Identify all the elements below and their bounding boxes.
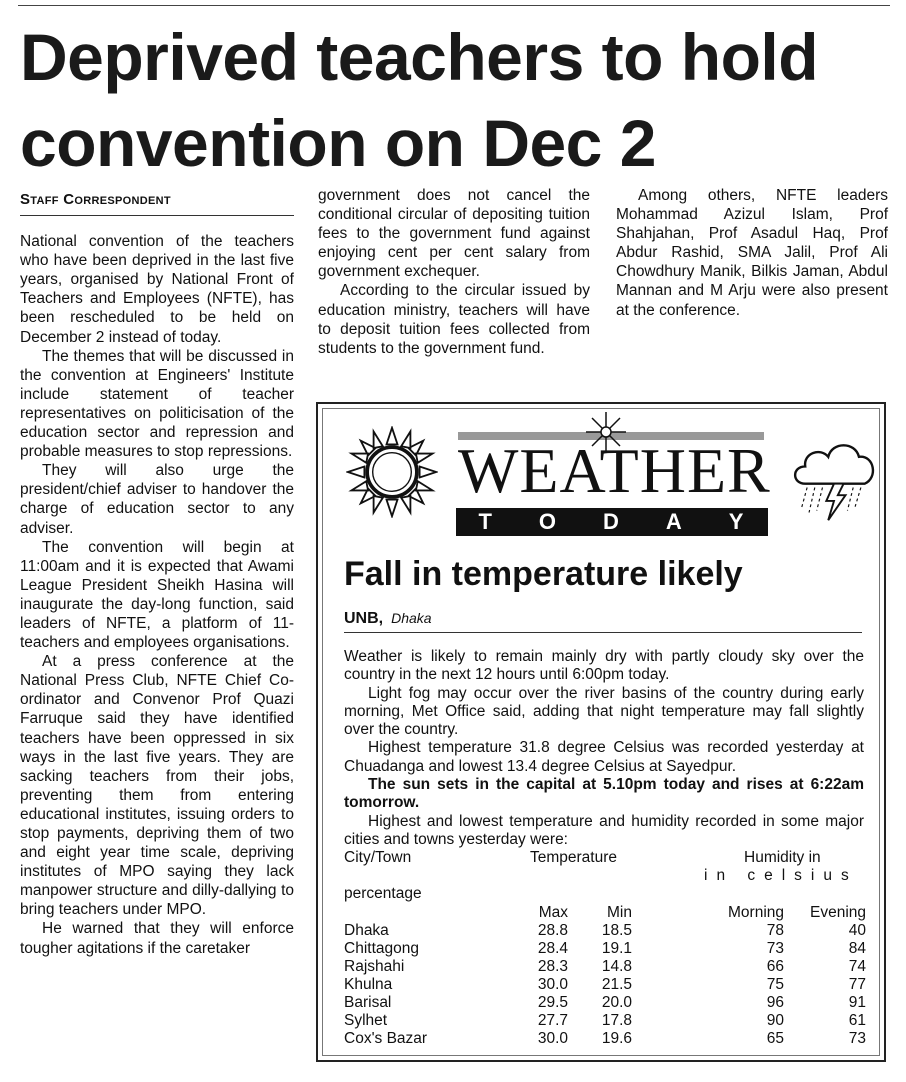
cell-max: 28.3 [537,958,568,975]
cell-evening: 91 [848,994,866,1011]
header-evening: Evening [809,904,866,921]
header-min: Min [607,904,632,921]
weather-paragraph: Light fog may occur over the river basins of the country during early morning, Met Office said, adding that night temperature may fall slightly over the country. [344,684,864,739]
cell-city: Rajshahi [344,958,405,975]
headline [20,14,906,186]
header-celsius: in celsius [704,867,858,884]
article-column-3 [616,186,888,320]
cell-max: 29.5 [537,994,568,1011]
today-letter: D [603,509,621,534]
cell-morning: 73 [766,940,784,957]
cell-max: 30.0 [537,976,568,993]
top-rule [18,5,890,6]
cell-evening: 77 [848,976,866,993]
header-humidity: Humidity in [744,849,821,866]
cell-evening: 74 [848,958,866,975]
cell-evening: 73 [848,1030,866,1047]
weather-byline [344,610,862,633]
cell-morning: 66 [766,958,784,975]
header-city: City/Town [344,849,412,866]
table-row [344,976,864,994]
cell-min: 20.0 [601,994,632,1011]
weather-title: Fall in temperature likely [344,555,743,593]
weather-logo-today [456,508,768,536]
cell-city: Khulna [344,976,393,993]
cell-morning: 75 [766,976,784,993]
storm-cloud-icon [786,426,882,526]
cell-evening: 61 [848,1012,866,1029]
header-percentage: percentage [344,885,422,902]
today-letter: T [478,509,494,534]
cell-max: 28.4 [537,940,568,957]
headline-line-1: Deprived teachers to hold [20,20,819,94]
paragraph: The themes that will be discussed in the convention at Engineers' Institute include statement of teacher representatives on politicisation of the education sector and repression and probable measures to stop repressions. [20,347,294,461]
table-row [344,1030,864,1048]
table-row [344,922,864,940]
cell-evening: 40 [848,922,866,939]
header-max: Max [538,904,568,921]
dateline: Dhaka [391,610,432,626]
cell-max: 28.8 [537,922,568,939]
cell-min: 19.1 [601,940,632,957]
weather-paragraph-bold: The sun sets in the capital at 5.10pm today and rises at 6:22am tomorrow. [344,776,864,812]
paragraph: The convention will begin at 11:00am and it is expected that Awami League President Sheikh Hasina will inaugurate the day-long function, said leaders of NFTE, a platform of 11-teachers and employees organisations. [20,538,294,652]
cell-evening: 84 [848,940,866,957]
paragraph: According to the circular issued by education ministry, teachers will have to deposit tuition fees collected from students to the government fund. [318,282,590,357]
byline: Staff Correspondent [20,190,294,216]
cell-city: Chittagong [344,940,419,957]
weather-paragraph: Highest temperature 31.8 degree Celsius was recorded yesterday at Chuadanga and lowest 13.4 degree Celsius at Sayedpur. [344,739,864,775]
weather-body [344,648,864,849]
weather-logo-word: WEATHER [458,435,771,506]
cell-morning: 65 [766,1030,784,1047]
header-temperature: Temperature [530,849,618,866]
paragraph: He warned that they will enforce tougher agitations if the caretaker [20,920,294,957]
cell-morning: 96 [766,994,784,1011]
cell-max: 30.0 [537,1030,568,1047]
weather-box [316,402,886,1062]
table-row [344,994,864,1012]
cell-max: 27.7 [537,1012,568,1029]
header-morning: Morning [728,904,784,921]
cell-city: Sylhet [344,1012,388,1029]
cell-morning: 90 [766,1012,784,1029]
paragraph: They will also urge the president/chief adviser to handover the charge of education sector to any adviser. [20,462,294,537]
cell-min: 18.5 [601,922,632,939]
table-row [344,958,864,976]
table-row [344,940,864,958]
table-header-row [344,904,864,922]
agency: UNB, [344,610,384,627]
paragraph: Among others, NFTE leaders Mohammad Azizul Islam, Prof Shahjahan, Prof Asadul Haq, Prof Abdur Rashid, SMA Jalil, Prof Ali Chowdhury Manik, Bilkis Jaman, Abdul Mannan and M Arju were also present at the conference. [616,187,888,319]
weather-paragraph: Highest and lowest temperature and humidity recorded in some major cities and towns yesterday were: [344,812,864,848]
cell-city: Cox's Bazar [344,1030,428,1047]
today-letter: Y [728,509,746,534]
article-column-2 [318,186,590,358]
sun-icon [346,426,438,518]
cell-city: Dhaka [344,922,389,939]
weather-paragraph: Weather is likely to remain mainly dry with partly cloudy sky over the country in the next 12 hours until 6:00pm today. [344,648,864,684]
paragraph: At a press conference at the National Press Club, NFTE Chief Co-ordinator and Convenor Prof Quazi Farruque said they have identified teachers have been oppressed in six ways in the last five years. They are sacking teachers from their jobs, preventing them from entering educational institutes, issuing orders to stop payments, depriving them of two and eight year time scale, depriving institutes of MPO saying they lack manpower structure and dilly-dallying to bring teachers under MPO. [20,653,294,919]
cell-min: 17.8 [601,1012,632,1029]
article-column-1 [20,190,294,958]
cell-morning: 78 [766,922,784,939]
paragraph: government does not cancel the conditional circular of depositing tuition fees to the government fund against enjoying cent per cent salary from government exchequer. [318,187,590,281]
today-letter: O [538,509,559,534]
cell-city: Barisal [344,994,392,1011]
table-row [344,1012,864,1030]
paragraph: National convention of the teachers who have been deprived in the last five years, organised by National Front of Teachers and Employees (NFTE), has been rescheduled to be held on December 2 instead of today. [20,233,294,346]
cell-min: 21.5 [601,976,632,993]
cell-min: 14.8 [601,958,632,975]
today-letter: A [665,509,684,534]
headline-line-2: convention on Dec 2 [20,106,656,180]
cell-min: 19.6 [601,1030,632,1047]
